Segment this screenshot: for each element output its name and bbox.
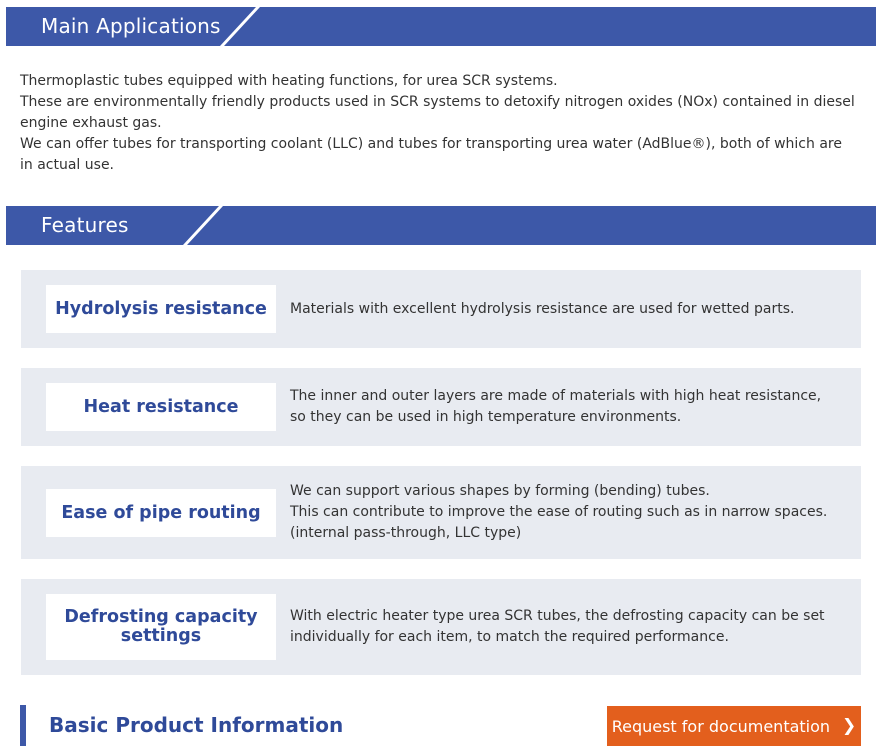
main-applications-title: Main Applications — [41, 14, 221, 38]
header-slash-decoration — [181, 206, 241, 245]
feature-label-box — [46, 489, 276, 537]
intro-paragraph: We can offer tubes for transporting coolant (LLC) and tubes for transporting urea water (AdBlue®), both of which are in actual use. — [20, 136, 842, 173]
basic-product-information-title: Basic Product Information — [49, 713, 344, 737]
main-applications-description — [20, 71, 855, 176]
request-documentation-label: Request for documentation — [611, 716, 831, 736]
feature-description — [290, 270, 838, 348]
feature-label-box — [46, 594, 276, 660]
features-title: Features — [41, 213, 129, 237]
feature-description — [290, 466, 838, 559]
feature-label: Defrosting capacity settings — [64, 607, 258, 646]
feature-label: Hydrolysis resistance — [55, 298, 267, 319]
feature-label-box — [46, 383, 276, 431]
feature-description-line: Materials with excellent hydrolysis resistance are used for wetted parts. — [290, 300, 795, 317]
header-slash-decoration — [218, 7, 278, 46]
feature-card-defrosting-capacity-settings — [21, 579, 861, 675]
request-documentation-button[interactable] — [607, 706, 861, 746]
feature-card-hydrolysis-resistance — [21, 270, 861, 348]
feature-label: Ease of pipe routing — [61, 502, 261, 523]
main-applications-header — [6, 7, 876, 46]
heading-accent-bar — [20, 705, 26, 746]
feature-description-line: We can support various shapes by forming (bending) tubes. — [290, 483, 710, 499]
feature-description-line: (internal pass-through, LLC type) — [290, 525, 522, 541]
feature-label-box — [46, 285, 276, 333]
intro-paragraph: These are environmentally friendly products used in SCR systems to detoxify nitrogen oxides (NOx) contained in diesel engine exhaust gas. — [20, 94, 855, 131]
feature-description — [290, 368, 838, 446]
feature-card-ease-of-pipe-routing — [21, 466, 861, 559]
chevron-right-icon: ❯ — [842, 716, 857, 736]
feature-description — [290, 579, 838, 675]
feature-description-line: With electric heater type urea SCR tubes, the defrosting capacity can be set individually for each item, to match the required performance. — [290, 608, 825, 645]
feature-card-heat-resistance — [21, 368, 861, 446]
feature-description-line: The inner and outer layers are made of materials with high heat resistance, so they can be used in high temperature environments. — [290, 388, 822, 425]
features-header — [6, 206, 876, 245]
feature-label: Heat resistance — [83, 396, 239, 417]
feature-description-line: This can contribute to improve the ease of routing such as in narrow spaces. — [290, 504, 828, 520]
intro-paragraph: Thermoplastic tubes equipped with heating functions, for urea SCR systems. — [20, 73, 558, 89]
